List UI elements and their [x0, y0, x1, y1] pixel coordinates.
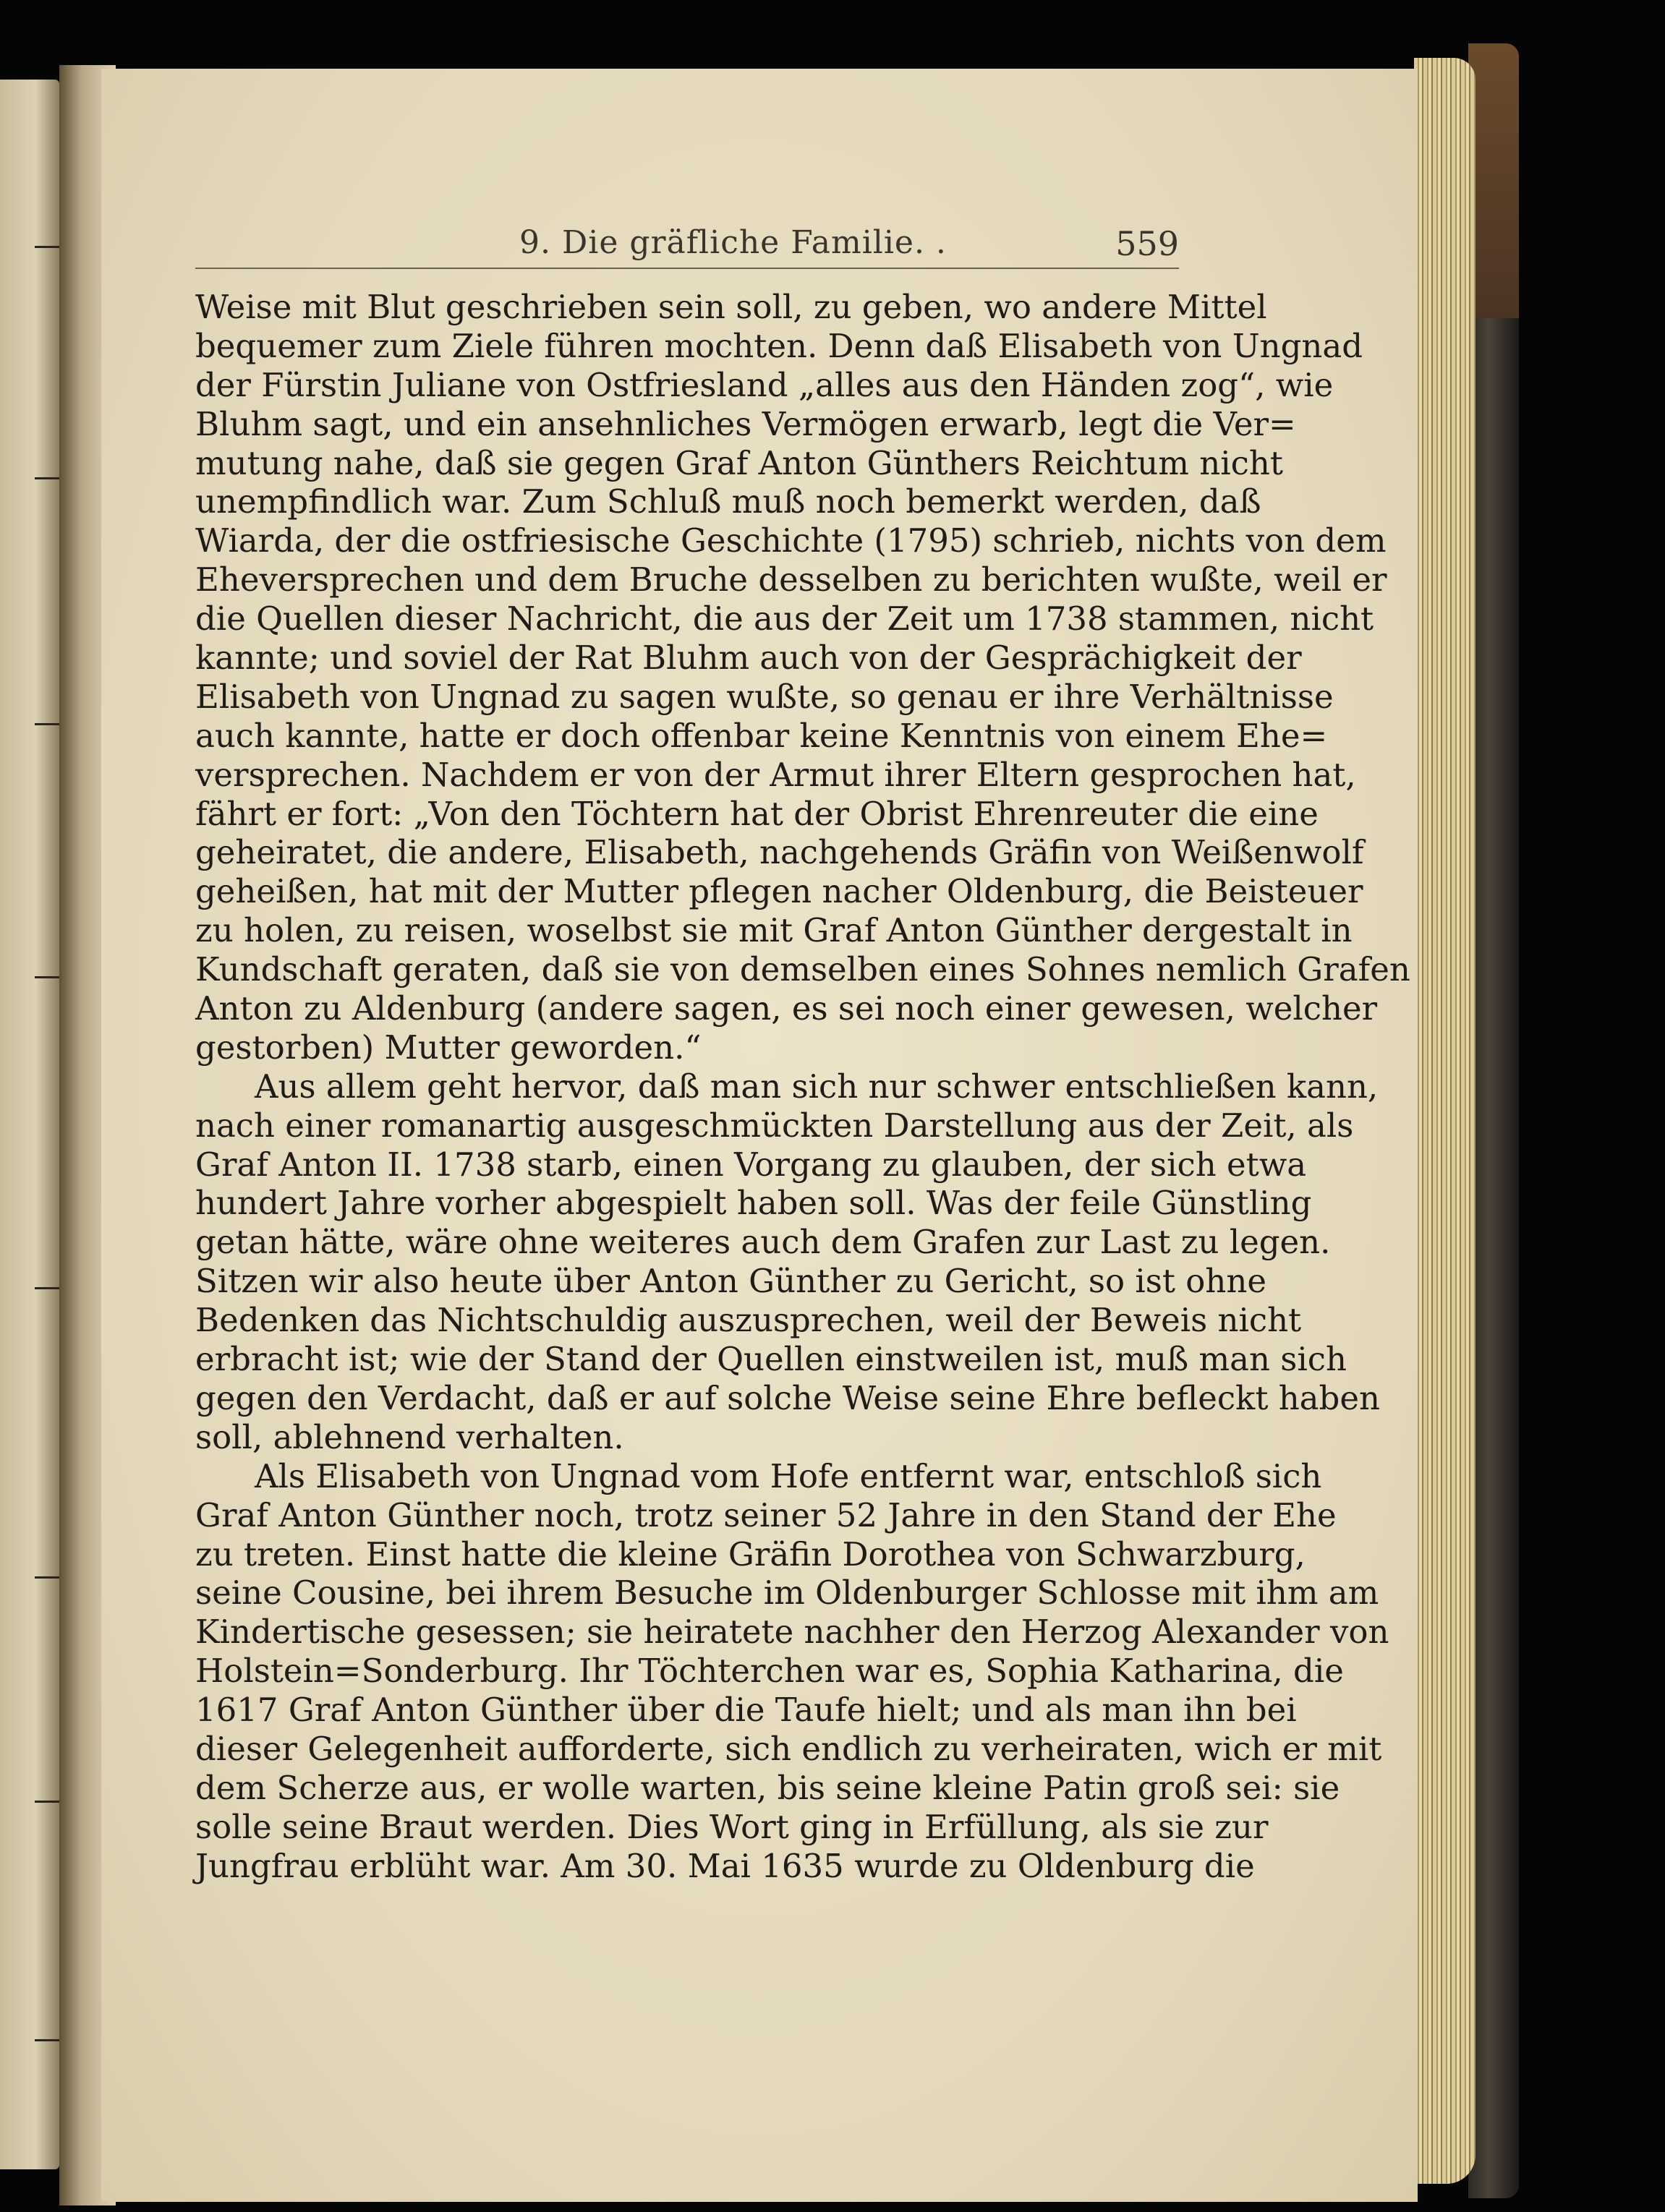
text-line: soll, ablehnend verhalten.	[195, 1417, 624, 1456]
binding-stitch	[35, 723, 59, 735]
text-line: versprechen. Nachdem er von der Armut ihrer Eltern gesprochen hat,	[195, 755, 1356, 794]
binding-stitch	[35, 246, 59, 258]
text-line: unempfindlich war. Zum Schluß muß noch bemerkt werden, daß	[195, 482, 1261, 521]
text-line: Elisabeth von Ungnad zu sagen wußte, so genau er ihre Verhältnisse	[195, 677, 1334, 716]
text-line: bequemer zum Ziele führen mochten. Denn daß Elisabeth von Ungnad	[195, 326, 1363, 365]
text-line: Anton zu Aldenburg (andere sagen, es sei noch einer gewesen, welcher	[195, 989, 1378, 1028]
text-line: Holstein=Sonderburg. Ihr Töchterchen war es, Sophia Katharina, die	[195, 1652, 1344, 1691]
text-line: gestorben) Mutter geworden.“	[195, 1028, 702, 1067]
page-stack-edge	[1414, 58, 1475, 2184]
text-line: dem Scherze aus, er wolle warten, bis seine kleine Patin groß sei: sie	[195, 1768, 1340, 1807]
text-line: zu holen, zu reisen, woselbst sie mit Graf Anton Günther dergestalt in	[195, 911, 1353, 950]
text-line: dieser Gelegenheit aufforderte, sich endlich zu verheiraten, wich er mit	[195, 1729, 1382, 1768]
book-cover-corner	[1468, 43, 1519, 318]
text-line: Graf Anton Günther noch, trotz seiner 52 Jahre in den Stand der Ehe	[195, 1495, 1337, 1534]
header-rule	[195, 268, 1179, 269]
text-line: geheiratet, die andere, Elisabeth, nachgehends Gräfin von Weißenwolf	[195, 833, 1364, 872]
binding-stitch	[35, 477, 59, 490]
text-line: zu treten. Einst hatte die kleine Gräfin Dorothea von Schwarzburg,	[195, 1534, 1306, 1573]
text-line: fährt er fort: „Von den Töchtern hat der Obrist Ehrenreuter die eine	[195, 794, 1319, 833]
text-line: Sitzen wir also heute über Anton Günther zu Gericht, so ist ohne	[195, 1262, 1266, 1301]
text-line: getan hätte, wäre ohne weiteres auch dem Grafen zur Last zu legen.	[195, 1223, 1331, 1262]
text-line: der Fürstin Juliane von Ostfriesland „alles aus den Händen zog“, wie	[195, 365, 1334, 404]
text-line: nach einer romanartig ausgeschmückten Darstellung aus der Zeit, als	[195, 1106, 1354, 1145]
chapter-title: 9. Die gräfliche Familie. .	[519, 224, 947, 261]
text-line: Aus allem geht hervor, daß man sich nur schwer entschließen kann,	[255, 1067, 1379, 1106]
text-line: Bedenken das Nichtschuldig auszusprechen, weil der Beweis nicht	[195, 1301, 1302, 1340]
text-line: Als Elisabeth von Ungnad vom Hofe entfernt war, entschloß sich	[255, 1456, 1322, 1495]
text-line: hundert Jahre vorher abgespielt haben soll. Was der feile Günstling	[195, 1184, 1312, 1223]
binding-stitch	[35, 2039, 59, 2051]
text-line: Bluhm sagt, und ein ansehnliches Vermögen erwarb, legt die Ver=	[195, 404, 1296, 443]
text-line: Graf Anton II. 1738 starb, einen Vorgang zu glauben, der sich etwa	[195, 1145, 1307, 1184]
text-line: Kindertische gesessen; sie heiratete nachher den Herzog Alexander von	[195, 1613, 1389, 1652]
text-line: auch kannte, hatte er doch offenbar keine Kenntnis von einem Ehe=	[195, 716, 1328, 755]
binding-stitch	[35, 1801, 59, 1813]
text-line: kannte; und soviel der Rat Bluhm auch von der Gesprächigkeit der	[195, 639, 1302, 678]
text-line: erbracht ist; wie der Stand der Quellen einstweilen ist, muß man sich	[195, 1340, 1347, 1379]
text-line: Jungfrau erblüht war. Am 30. Mai 1635 wurde zu Oldenburg die	[195, 1846, 1255, 1885]
binding-stitch	[35, 1287, 59, 1299]
book-cover	[1468, 43, 1519, 2198]
text-line: Weise mit Blut geschrieben sein soll, zu geben, wo andere Mittel	[195, 288, 1267, 326]
binding-stitch	[35, 976, 59, 988]
text-line: geheißen, hat mit der Mutter pflegen nacher Oldenburg, die Beisteuer	[195, 872, 1363, 911]
left-page-edge	[0, 80, 59, 2169]
page-number: 559	[1115, 224, 1179, 263]
binding-stitch	[35, 1576, 59, 1589]
text-line: seine Cousine, bei ihrem Besuche im Oldenburger Schlosse mit ihm am	[195, 1573, 1379, 1613]
text-line: Wiarda, der die ostfriesische Geschichte (1795) schrieb, nichts von dem	[195, 521, 1387, 560]
text-line: 1617 Graf Anton Günther über die Taufe hielt; und als man ihn bei	[195, 1691, 1297, 1730]
text-line: mutung nahe, daß sie gegen Graf Anton Günthers Reichtum nicht	[195, 443, 1283, 482]
text-line: die Quellen dieser Nachricht, die aus der Zeit um 1738 stammen, nicht	[195, 599, 1374, 639]
text-line: Eheversprechen und dem Bruche desselben zu berichten wußte, weil er	[195, 560, 1387, 599]
text-line: gegen den Verdacht, daß er auf solche Weise seine Ehre befleckt haben	[195, 1378, 1380, 1417]
text-line: solle seine Braut werden. Dies Wort ging in Erfüllung, als sie zur	[195, 1807, 1269, 1846]
running-head	[195, 217, 1179, 275]
body-text	[195, 288, 1410, 1886]
text-line: Kundschaft geraten, daß sie von demselben eines Sohnes nemlich Grafen	[195, 950, 1410, 989]
